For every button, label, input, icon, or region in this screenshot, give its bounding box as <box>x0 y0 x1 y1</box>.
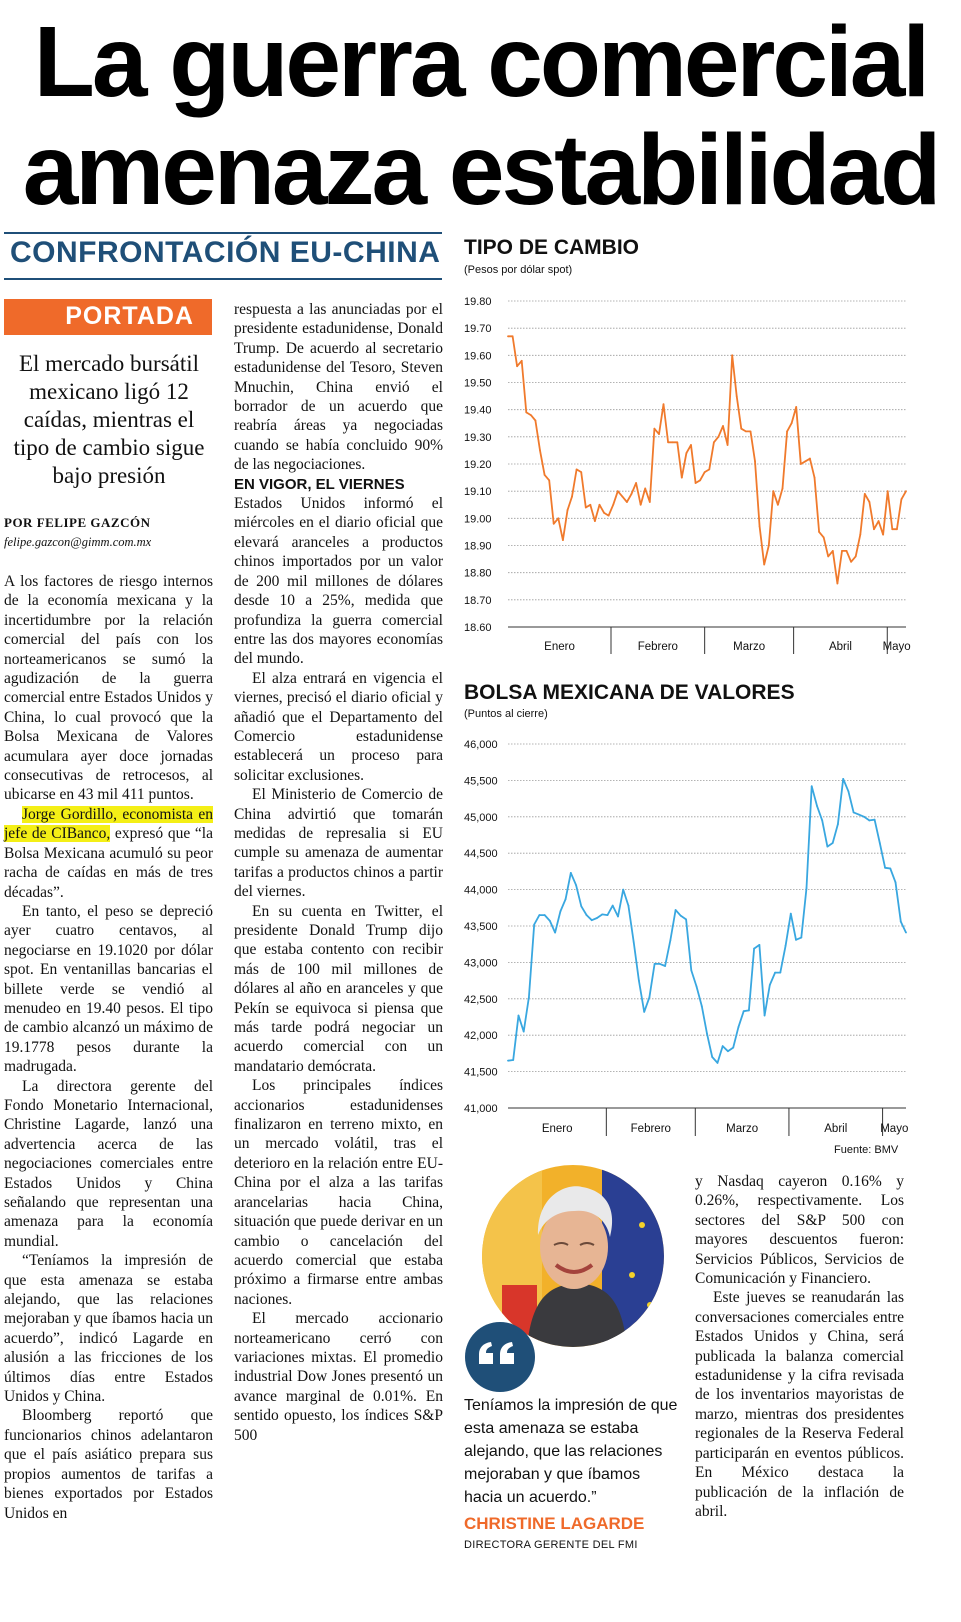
section-title: CONFRONTACIÓN EU-CHINA <box>10 236 441 269</box>
data-point <box>846 550 848 552</box>
article-column-2 <box>234 300 443 1445</box>
data-point <box>711 1056 713 1058</box>
data-point <box>774 972 776 974</box>
series-line <box>508 779 906 1063</box>
data-point <box>544 914 546 916</box>
y-tick-label: 44,000 <box>464 884 498 897</box>
data-point <box>535 420 537 422</box>
data-point <box>750 431 752 433</box>
data-point <box>696 986 698 988</box>
headline <box>0 8 961 224</box>
data-point <box>571 496 573 498</box>
paragraph <box>4 805 213 902</box>
data-point <box>548 479 550 481</box>
paragraph: El Ministerio de Comercio de China advirtió que tomarán medidas de represalia si EU cumple su amenaza de aumentar tarifas a productos chinos a partir del viernes. <box>234 786 443 901</box>
data-point <box>507 1060 509 1062</box>
data-point <box>900 921 902 923</box>
data-point <box>878 520 880 522</box>
section-tag <box>4 299 212 335</box>
data-point <box>599 504 601 506</box>
data-point <box>575 884 577 886</box>
data-point <box>816 805 818 807</box>
data-point <box>530 414 532 416</box>
data-point <box>832 550 834 552</box>
data-point <box>804 460 806 462</box>
data-point <box>795 939 797 941</box>
headline-line-2: amenaza estabilidad <box>22 114 939 226</box>
data-point <box>643 1011 645 1013</box>
data-point <box>836 583 838 585</box>
data-point <box>754 460 756 462</box>
data-point <box>889 868 891 870</box>
data-point <box>557 517 559 519</box>
data-point <box>706 1033 708 1035</box>
data-point <box>779 972 781 974</box>
data-point <box>818 531 820 533</box>
data-point <box>736 395 738 397</box>
data-point <box>617 490 619 492</box>
y-tick-label: 19.60 <box>464 350 492 363</box>
data-point <box>635 482 637 484</box>
headline-line-1: La guerra comercial <box>33 6 928 118</box>
data-point <box>539 914 541 916</box>
data-point <box>823 536 825 538</box>
data-point <box>874 819 876 821</box>
data-point <box>795 406 797 408</box>
fx-chart-subtitle: (Pesos por dólar spot) <box>464 264 573 276</box>
data-point <box>644 488 646 490</box>
bmv-chart-subtitle: (Puntos al cierre) <box>464 708 548 720</box>
data-point <box>521 360 523 362</box>
data-point <box>859 534 861 536</box>
deck: El mercado bursátil mexicano ligó 12 caídas, mientras el tipo de cambio sigue bajo presión <box>13 351 205 488</box>
data-point <box>745 431 747 433</box>
x-tick-label: Febrero <box>630 1123 671 1135</box>
y-tick-label: 43,000 <box>464 957 498 970</box>
highlighted-text: Jorge Gordillo, economista en jefe de CIBanco, <box>4 805 213 843</box>
data-point <box>806 887 808 889</box>
y-tick-label: 19.70 <box>464 323 492 336</box>
data-point <box>827 555 829 557</box>
data-point <box>800 463 802 465</box>
data-point <box>782 488 784 490</box>
data-point <box>858 814 860 816</box>
data-point <box>855 555 857 557</box>
y-tick-label: 44,500 <box>464 848 498 861</box>
data-point <box>596 917 598 919</box>
byline: POR FELIPE GAZCÓN <box>4 515 151 530</box>
x-tick-label: Febrero <box>637 641 678 653</box>
data-point <box>905 490 907 492</box>
author-email[interactable]: felipe.gazcon@gimm.com.mx <box>4 535 152 549</box>
data-point <box>594 520 596 522</box>
data-point <box>516 365 518 367</box>
y-tick-label: 19.10 <box>464 486 492 499</box>
data-point <box>727 444 729 446</box>
data-point <box>608 515 610 517</box>
data-point <box>658 433 660 435</box>
data-point <box>753 948 755 950</box>
article-column-1 <box>4 572 213 1523</box>
y-tick-label: 19.50 <box>464 377 492 390</box>
data-point <box>827 846 829 848</box>
data-point <box>601 913 603 915</box>
data-point <box>653 428 655 430</box>
paragraph: El alza entrará en vigencia el viernes, precisó el diario oficial y añadió que el Departamento del Comercio estadunidense establecerá un proceso para solicitar exclusiones. <box>234 669 443 784</box>
data-point <box>523 1031 525 1033</box>
series-line <box>508 336 906 583</box>
data-point <box>544 474 546 476</box>
y-tick-label: 18.80 <box>464 567 492 580</box>
data-point <box>570 872 572 874</box>
paragraph: “Teníamos la impresión de que esta amenaza se estaba alejando, que las relaciones mejoraban y que íbamos hacia un acuerdo”, indicó Lagarde en alusión a las fricciones de los últimos días entre Estados Unidos y China. <box>4 1252 213 1406</box>
data-point <box>790 913 792 915</box>
article-column-3 <box>695 1172 904 1521</box>
paragraph: respuesta a las anunciadas por el presidente estadunidense, Donald Trump. De acuerdo al secretario estadunidense del Tesoro, Steven Mnuchin, China envió el borrador de un acuerdo que reabría áreas ya negociadas cuando se había concluido 90% de las negociaciones. <box>234 301 443 474</box>
paragraph: En tanto, el peso se depreció ayer cuatro centavos, al negociarse en 19.1020 por dólar spot. En ventanillas bancarias el billete verde se vendió al menudeo en 19.40 pesos. El tipo de cambio alcanzó un máximo de 19.1778 pesos durante la madrugada. <box>4 902 213 1076</box>
data-point <box>895 881 897 883</box>
paragraph: Estados Unidos informó el miércoles en el diario oficial que elevará aranceles a productos chinos importados por un valor de 200 mil millones de dólares desde 10 a 25%, medida que profundiza la guerra comercial entre las dos mayores economías del mundo. <box>234 495 443 668</box>
data-point <box>837 823 839 825</box>
data-point <box>769 984 771 986</box>
data-point <box>585 507 587 509</box>
data-point <box>772 490 774 492</box>
data-point <box>713 441 715 443</box>
paragraph: Este jueves se reanudarán las conversaciones comerciales entre Estados Unidos y China, será publicada la balanza comercial estadunidense y la cifra revisada de los inventarios mayoristas de marzo, mientras dos presidentes regionales de la Reserva Federal participarán en eventos públicos. En México destaca la publicación de la inflación de abril. <box>695 1289 904 1520</box>
y-tick-label: 18.60 <box>464 622 492 634</box>
data-point <box>640 504 642 506</box>
data-point <box>695 482 697 484</box>
data-point <box>718 436 720 438</box>
data-point <box>586 914 588 916</box>
data-point <box>628 905 630 907</box>
data-point <box>633 941 635 943</box>
y-tick-label: 41,000 <box>464 1103 498 1115</box>
data-point <box>738 1026 740 1028</box>
y-tick-label: 43,500 <box>464 921 498 933</box>
x-tick-label: Marzo <box>733 641 766 653</box>
data-point <box>896 528 898 530</box>
data-point <box>758 944 760 946</box>
data-point <box>638 980 640 982</box>
data-point <box>621 496 623 498</box>
data-point <box>759 526 761 528</box>
x-tick-label: Mayo <box>882 641 911 653</box>
paragraph: Los principales índices accionarios estadunidenses finalizaron en terreno mixto, en un mercado volátil, tras el deterioro en la relación entre EU-China por el alza a las tarifas arancelarias hacia China, situación que puede derivar en un cambio o cancelación del acuerdo comercial que estaba próximo a firmarse entre ambas naciones. <box>234 1077 443 1308</box>
data-point <box>559 911 561 913</box>
data-point <box>821 820 823 822</box>
data-point <box>659 963 661 965</box>
data-point <box>764 1015 766 1017</box>
data-point <box>681 477 683 479</box>
section-tag-label: PORTADA <box>65 302 194 330</box>
x-tick-label: Enero <box>544 641 575 653</box>
chart-source: Fuente: BMV <box>834 1144 899 1156</box>
data-point <box>873 528 875 530</box>
y-tick-label: 19.80 <box>464 296 492 308</box>
data-point <box>612 905 614 907</box>
data-point <box>853 812 855 814</box>
data-point <box>518 1015 520 1017</box>
y-tick-label: 18.90 <box>464 540 492 553</box>
data-point <box>905 932 907 934</box>
data-point <box>748 1010 750 1012</box>
data-point <box>617 916 619 918</box>
y-tick-label: 19.40 <box>464 404 492 417</box>
x-tick-label: Marzo <box>726 1123 759 1135</box>
data-point <box>507 335 509 337</box>
data-point <box>567 509 569 511</box>
data-point <box>528 996 530 998</box>
data-point <box>589 504 591 506</box>
data-point <box>884 867 886 869</box>
paragraph: La directora gerente del Fondo Monetario Internacional, Christine Lagarde, lanzó una advertencia acerca de las negociaciones comerciales entre Estados Unidos y China señalando que representan una amenaza para la economía mundial. <box>4 1077 213 1250</box>
data-point <box>814 477 816 479</box>
data-point <box>743 1010 745 1012</box>
data-point <box>777 504 779 506</box>
data-point <box>565 898 567 900</box>
data-point <box>863 816 865 818</box>
data-point <box>864 493 866 495</box>
data-point <box>672 441 674 443</box>
lagarde-photo <box>482 1165 664 1347</box>
y-tick-label: 42,000 <box>464 1030 498 1043</box>
data-point <box>708 469 710 471</box>
data-point <box>717 1062 719 1064</box>
data-point <box>768 545 770 547</box>
data-point <box>549 920 551 922</box>
data-point <box>664 965 666 967</box>
data-point <box>891 528 893 530</box>
x-tick-label: Abril <box>828 641 852 653</box>
data-point <box>603 512 605 514</box>
fx-line-chart <box>460 290 920 662</box>
data-point <box>675 909 677 911</box>
x-tick-label: Abril <box>824 1123 848 1135</box>
data-point <box>669 940 671 942</box>
y-tick-label: 19.30 <box>464 431 492 444</box>
data-point <box>576 469 578 471</box>
y-tick-label: 45,500 <box>464 775 498 788</box>
data-point <box>649 501 651 503</box>
data-point <box>791 422 793 424</box>
data-point <box>631 493 633 495</box>
data-point <box>850 561 852 563</box>
data-point <box>785 945 787 947</box>
pull-quote-role: DIRECTORA GERENTE DEL FMI <box>464 1539 638 1551</box>
data-point <box>731 354 733 356</box>
data-point <box>685 919 687 921</box>
paragraph: A los factores de riesgo internos de la economía mexicana y la incertidumbre por la relación comercial del país con los norteamericanos se sumó la agudización de la guerra comercial entre Estados Unidos y China, lo cual provocó que la Bolsa Mexicana de Valores acumulara ayer doce jornadas consecutivas de retrocesos, al ubicarse en 43 mil 411 puntos. <box>4 573 213 804</box>
data-point <box>809 458 811 460</box>
y-tick-label: 19.00 <box>464 513 492 526</box>
data-point <box>667 441 669 443</box>
data-point <box>786 431 788 433</box>
data-point <box>648 996 650 998</box>
data-point <box>512 335 514 337</box>
data-point <box>591 919 593 921</box>
data-point <box>732 1047 734 1049</box>
data-point <box>525 411 527 413</box>
x-tick-label: Enero <box>541 1123 573 1135</box>
fx-chart-title: TIPO DE CAMBIO <box>464 236 640 259</box>
data-point <box>686 452 688 454</box>
data-point <box>704 471 706 473</box>
data-point <box>847 790 849 792</box>
section-header <box>4 232 442 280</box>
pull-quote-name: CHRISTINE LAGARDE <box>464 1514 645 1533</box>
data-point <box>553 523 555 525</box>
bmv-line-chart <box>460 734 920 1136</box>
y-tick-label: 42,500 <box>464 993 498 1006</box>
data-point <box>811 785 813 787</box>
y-tick-label: 46,000 <box>464 739 498 751</box>
paragraph-text: expresó que “la Bolsa Mexicana acumuló su peor racha de caídas en más de tres décadas”. <box>4 825 213 901</box>
data-point <box>533 924 535 926</box>
data-point <box>690 970 692 972</box>
paragraph: En su cuenta en Twitter, el presidente Donald Trump dijo que estaba contento con recibir más de 100 mil millones de dólares al año en aranceles y que Pekín se equivoca si piensa que más tarde podrá negociar un acuerdo comercial con un mandatario demócrata. <box>234 902 443 1075</box>
data-point <box>554 932 556 934</box>
data-point <box>722 1045 724 1047</box>
data-point <box>676 441 678 443</box>
data-point <box>680 915 682 917</box>
pull-quote-text: Teníamos la impresión de que esta amenaza se estaba alejando, que las relaciones mejoraban y que íbamos hacia un acuerdo.” <box>464 1397 678 1506</box>
quote-icon <box>465 1322 535 1392</box>
paragraph: El mercado accionario norteamericano cerró con variaciones mixtas. El promedio industrial Dow Jones presentó un avance marginal de 0.01%. En sentido opuesto, los índices S&P 500 <box>234 1310 443 1444</box>
data-point <box>580 905 582 907</box>
data-point <box>654 963 656 965</box>
data-point <box>887 490 889 492</box>
data-point <box>722 425 724 427</box>
data-point <box>901 498 903 500</box>
data-point <box>607 914 609 916</box>
data-point <box>701 1005 703 1007</box>
data-point <box>699 479 701 481</box>
data-point <box>841 550 843 552</box>
data-point <box>832 842 834 844</box>
bmv-chart-title: BOLSA MEXICANA DE VALORES <box>464 681 795 704</box>
data-point <box>842 778 844 780</box>
y-tick-label: 41,500 <box>464 1066 498 1079</box>
data-point <box>539 450 541 452</box>
data-point <box>580 471 582 473</box>
data-point <box>800 937 802 939</box>
y-tick-label: 19.20 <box>464 459 492 471</box>
data-point <box>740 428 742 430</box>
x-tick-label: Mayo <box>880 1123 909 1135</box>
data-point <box>727 1050 729 1052</box>
data-point <box>763 564 765 566</box>
data-point <box>868 820 870 822</box>
data-point <box>512 1059 514 1061</box>
data-point <box>626 501 628 503</box>
data-point <box>882 534 884 536</box>
data-point <box>869 501 871 503</box>
paragraph: y Nasdaq cayeron 0.16% y 0.26%, respectivamente. Los sectores del S&P 500 con mayores descuentos fueron: Servicios Públicos, Servicios de Comunicación y Financiero. <box>695 1173 904 1288</box>
data-point <box>562 539 564 541</box>
data-point <box>690 444 692 446</box>
data-point <box>612 504 614 506</box>
y-tick-label: 18.70 <box>464 594 492 607</box>
data-point <box>879 842 881 844</box>
data-point <box>663 403 665 405</box>
subhead: EN VIGOR, EL VIERNES <box>234 475 405 493</box>
y-tick-label: 45,000 <box>464 811 498 824</box>
data-point <box>622 889 624 891</box>
paragraph: Bloomberg reportó que funcionarios chinos adelantaron que el país asiático prepara sus propios aumentos de tarifas a bienes exportados por Estados Unidos en <box>4 1407 213 1522</box>
